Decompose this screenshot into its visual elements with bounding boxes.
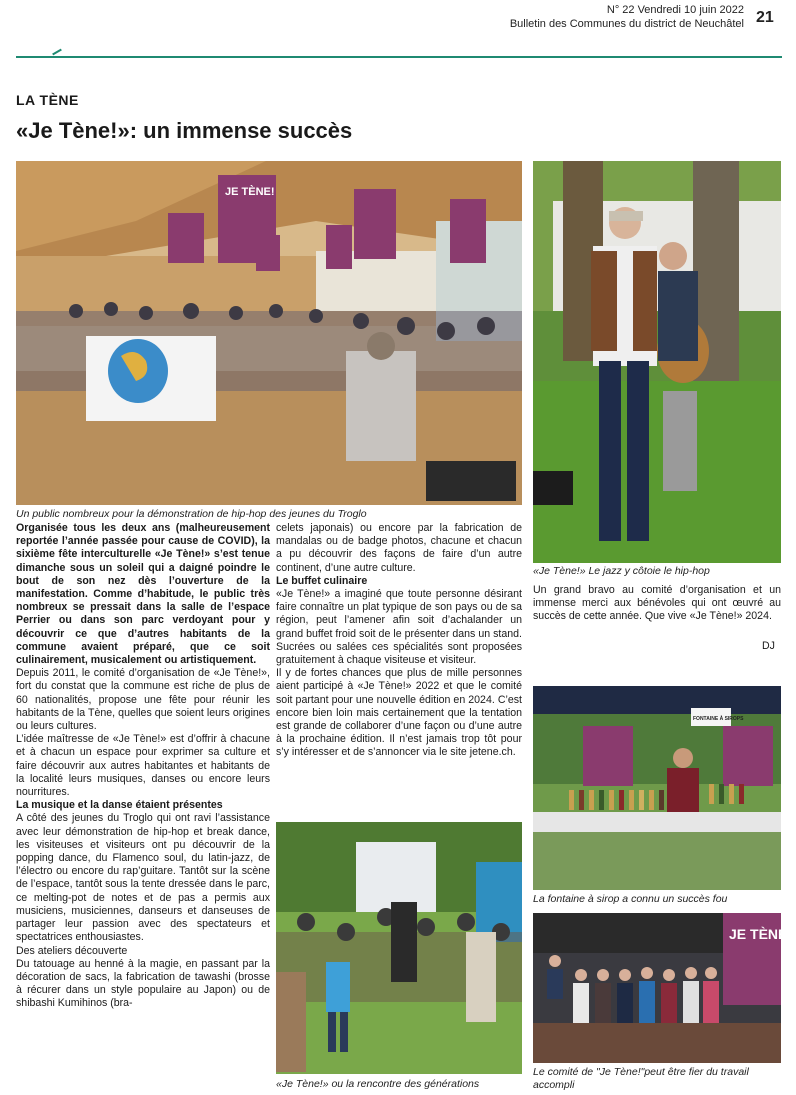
hall-photo — [16, 161, 522, 505]
subheading: La musique et la danse étaient présentes — [16, 799, 223, 812]
lead-paragraph: Organisée tous les deux ans (malheureusement reportée l’année passée pour cause de COVID), la sixième fête interculturelle «Je Tène!» s’est tenue dimanche sous un soleil qui a daigné poindre le bout de son nez dès l’ouverture de la manifestation. Comme d’habitude, le public très nombreux se pressait dans la salle de l’espace Perrier ou dans son parc verdoyant pour y découvrir ce que d’autres habitants de la commune avaient préparé, que ce soit culinairement, musicalement ou artistiquement. — [16, 522, 270, 667]
paragraph: A côté des jeunes du Troglo qui ont ravi l’assistance avec leur démonstration de hip-hop et break dance, les visiteuses et visiteurs ont pu découvrir de la popping dance, du Flamenco soul, du latin-jazz, de l’électro ou encore du rap’guitare. Tantôt sur la scène de l’espace, tantôt sous la tente dressée dans le parc, ce melting-pot de notes et de pas a permis aux musiciens, musiciennes, danseurs et danseuses de partager leur passion avec des spectateurs et spectatrices enthousiastes. — [16, 812, 270, 944]
fontaine-photo-illustration — [533, 686, 781, 890]
generations-photo-caption: «Je Tène!» ou la rencontre des générations — [276, 1078, 480, 1090]
article-title: «Je Tène!»: un immense succès — [16, 118, 353, 143]
paragraph: Des ateliers découverte — [16, 944, 128, 957]
comite-banner-text: JE TÈNE! — [729, 926, 793, 942]
jazz-photo-caption: «Je Tène!» Le jazz y côtoie le hip-hop — [533, 565, 710, 577]
article-column-3 — [533, 584, 781, 624]
comite-photo-caption: Le comité de "Je Tène!"peut être fier du travail accompli — [533, 1066, 749, 1091]
comite-photo — [533, 913, 793, 1063]
hall-banner-text: JE TÈNE! — [225, 186, 275, 198]
paragraph: Du tatouage au henné à la magie, en passant par la décoration de sacs, la fabrication de tawashi (brosse à récurer dans un style populaire au Japon) ou de shibashi Kumihinos (bra- — [16, 957, 270, 1010]
jazz-photo-illustration — [533, 161, 781, 563]
header-rule — [16, 56, 782, 58]
paragraph: «Je Tène!» a imaginé que toute personne désirant faire connaître un plat typique de son pays ou de sa région, peut l’amener afin soit d’achalander un grand buffet froid soit de le présenter dans un stand. Sucrées ou salées ces spécialités sont proposées gratuitement à chaque visiteuse et visiteur. — [276, 588, 522, 667]
generations-photo — [276, 822, 522, 1074]
hall-photo-illustration — [16, 161, 522, 505]
page-number: 21 — [756, 9, 774, 26]
fontaine-photo-caption: La fontaine à sirop a connu un succès fou — [533, 893, 728, 905]
paragraph: Il y de fortes chances que plus de mille personnes aient participé à «Je Tène!» 2022 et que le comité soit partant pour une nouvelle édition en 2024. C’est encore bien loin mais certainement que la tentation est grande de collaborer d’une façon ou d’une autre à la prochaine édition. Il n’est jamais trop tôt pour s’y intéresser et de s’annoncer via le site jetene.ch. — [276, 667, 522, 759]
fontaine-photo — [533, 686, 781, 890]
publication-name: Bulletin des Communes du district de Neuchâtel — [509, 18, 744, 30]
paragraph: celets japonais) ou encore par la fabrication de mandalas ou de badge photos, chacune et chacun a pu découvrir des façons de faire d’un autre continent, d’une autre culture. — [276, 522, 522, 574]
author-signature: DJ — [762, 640, 775, 652]
issue-date: N° 22 Vendredi 10 juin 2022 — [606, 4, 744, 16]
jazz-photo — [533, 161, 781, 563]
subheading: Le buffet culinaire — [276, 574, 368, 587]
paragraph: Depuis 2011, le comité d’organisation de «Je Tène!», fort du constat que la commune est riche de plus de 60 nationalités, propose une fête pour réunir les habitants de la Tène, quelles que soient leurs origines ou leurs cultures. — [16, 667, 270, 733]
fontaine-sign-text: FONTAINE À SIROPS — [693, 716, 744, 722]
generations-photo-illustration — [276, 822, 522, 1074]
header-rule-notch — [52, 49, 62, 56]
section-label: LA TÈNE — [16, 92, 79, 108]
hall-photo-caption: Un public nombreux pour la démonstration de hip-hop des jeunes du Troglo — [16, 508, 367, 520]
comite-photo-illustration — [533, 913, 793, 1063]
paragraph: L’idée maîtresse de «Je Tène!» est d’offrir à chacune et à chacun un espace pour exprimer sa culture et faire découvrir aux autres habitantes et habitants de la localité leurs musiques, danses ou encore leurs nourritures. — [16, 733, 270, 799]
paragraph: Un grand bravo au comité d’organisation et un immense merci aux bénévoles qui ont œuvré au succès de cette année. Que vive «Je Tène!» 2024. — [533, 584, 781, 623]
article-column-1 — [16, 522, 270, 1011]
article-column-2 — [276, 522, 522, 760]
